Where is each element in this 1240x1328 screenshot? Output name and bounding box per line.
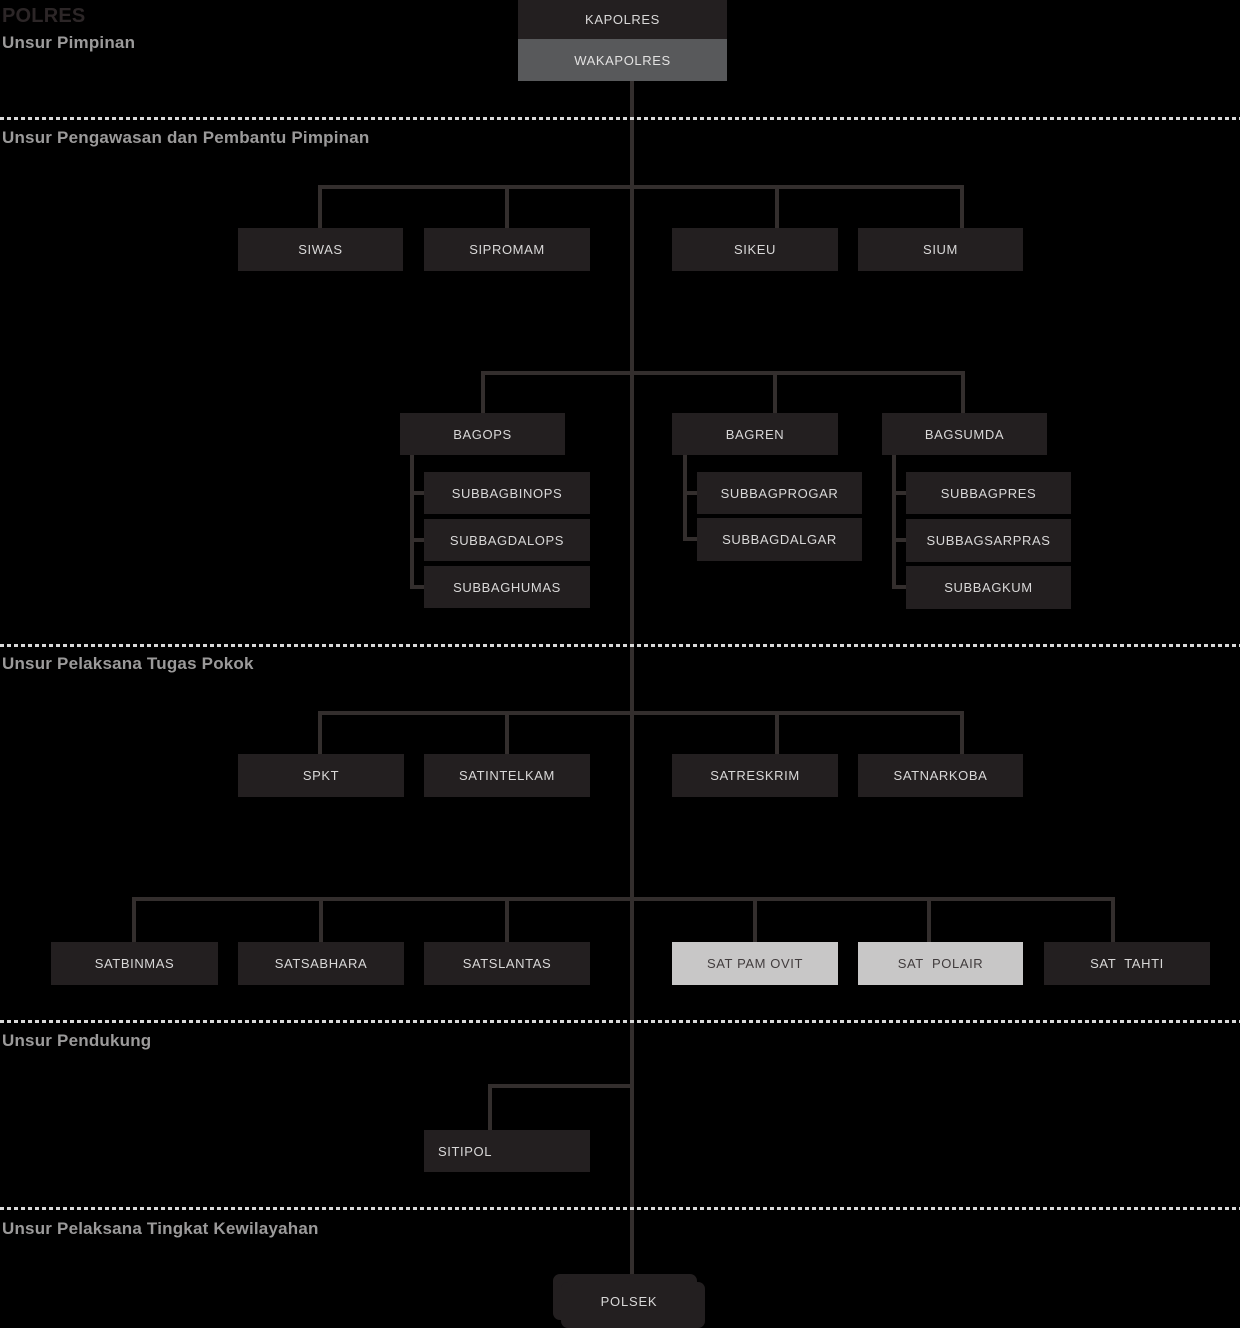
- connector-line: [892, 455, 896, 589]
- node-sikeu: SIKEU: [672, 228, 838, 271]
- connector-line: [773, 371, 777, 413]
- connector-line: [488, 1084, 634, 1088]
- connector-line: [505, 185, 509, 228]
- node-satnarkoba: SATNARKOBA: [858, 754, 1023, 797]
- node-bagren: BAGREN: [672, 413, 838, 455]
- connector-spine: [630, 81, 634, 1274]
- node-sipromam: SIPROMAM: [424, 228, 590, 271]
- connector-line: [753, 897, 757, 942]
- node-sitipol: SITIPOL: [424, 1130, 590, 1172]
- node-satpamovit: SAT PAM OVIT: [672, 942, 838, 985]
- node-subbagprogar: SUBBAGPROGAR: [697, 472, 862, 514]
- node-satpolair: SAT POLAIR: [858, 942, 1023, 985]
- connector-line: [960, 185, 964, 228]
- node-bagsumda: BAGSUMDA: [882, 413, 1047, 455]
- node-sium: SIUM: [858, 228, 1023, 271]
- node-subbagbinops: SUBBAGBINOPS: [424, 472, 590, 514]
- connector-line: [892, 491, 906, 495]
- node-satslantas: SATSLANTAS: [424, 942, 590, 985]
- dashed-separator: [0, 117, 1240, 120]
- node-subbaghumas: SUBBAGHUMAS: [424, 566, 590, 608]
- node-polsek-label: POLSEK: [600, 1293, 658, 1309]
- connector-line: [505, 711, 509, 754]
- connector-line: [481, 371, 965, 375]
- connector-line: [775, 185, 779, 228]
- connector-line: [488, 1084, 492, 1130]
- node-subbagdalops: SUBBAGDALOPS: [424, 519, 590, 561]
- connector-line: [410, 585, 424, 589]
- connector-line: [410, 455, 414, 589]
- node-subbagpres: SUBBAGPRES: [906, 472, 1071, 514]
- connector-line: [318, 185, 322, 228]
- section-heading-pimpinan: Unsur Pimpinan: [2, 33, 136, 52]
- node-siwas: SIWAS: [238, 228, 403, 271]
- node-wakapolres: WAKAPOLRES: [518, 39, 727, 81]
- node-satbinmas: SATBINMAS: [51, 942, 218, 985]
- node-spkt: SPKT: [238, 754, 404, 797]
- connector-line: [892, 585, 906, 589]
- connector-line: [775, 711, 779, 754]
- node-satreskrim: SATRESKRIM: [672, 754, 838, 797]
- connector-line: [132, 897, 1115, 901]
- section-heading-pengawasan: Unsur Pengawasan dan Pembantu Pimpinan: [2, 128, 370, 147]
- connector-line: [132, 897, 136, 942]
- connector-line: [927, 897, 931, 942]
- connector-line: [960, 711, 964, 754]
- node-satsabhara: SATSABHARA: [238, 942, 404, 985]
- node-subbagsarpras: SUBBAGSARPRAS: [906, 519, 1071, 562]
- connector-line: [318, 711, 964, 715]
- connector-line: [410, 538, 424, 542]
- node-subbagkum: SUBBAGKUM: [906, 566, 1071, 609]
- node-sattahti: SAT TAHTI: [1044, 942, 1210, 985]
- dashed-separator: [0, 644, 1240, 647]
- node-satintelkam: SATINTELKAM: [424, 754, 590, 797]
- connector-line: [318, 711, 322, 754]
- connector-line: [319, 897, 323, 942]
- connector-line: [961, 371, 965, 413]
- connector-line: [410, 491, 424, 495]
- chart-title: POLRES: [2, 5, 86, 27]
- dashed-separator: [0, 1207, 1240, 1210]
- connector-line: [1111, 897, 1115, 942]
- connector-line: [318, 185, 964, 189]
- connector-line: [683, 491, 697, 495]
- node-bagops: BAGOPS: [400, 413, 565, 455]
- node-kapolres: KAPOLRES: [518, 0, 727, 39]
- node-polsek: [553, 1274, 705, 1328]
- section-heading-kewilayahan: Unsur Pelaksana Tingkat Kewilayahan: [2, 1219, 319, 1238]
- dashed-separator: [0, 1020, 1240, 1023]
- connector-line: [505, 897, 509, 942]
- connector-line: [481, 371, 485, 413]
- connector-line: [892, 538, 906, 542]
- connector-line: [683, 455, 687, 541]
- connector-line: [683, 537, 697, 541]
- section-heading-pendukung: Unsur Pendukung: [2, 1031, 152, 1050]
- node-subbagdalgar: SUBBAGDALGAR: [697, 518, 862, 561]
- section-heading-pelaksana-pokok: Unsur Pelaksana Tugas Pokok: [2, 654, 254, 673]
